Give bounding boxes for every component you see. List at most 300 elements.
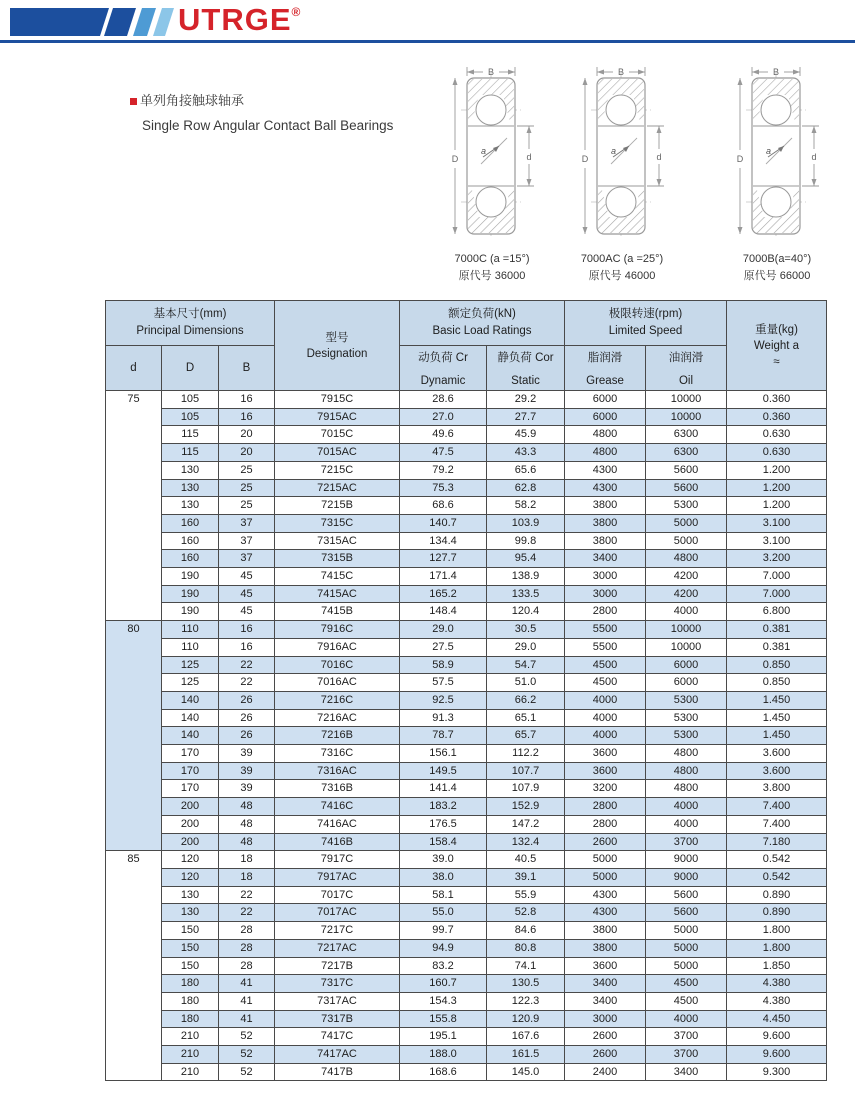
cell-static: 99.8 [487,532,565,550]
table-row [106,461,827,479]
bearing-figure-7000c [437,64,547,285]
cell-weight: 0.360 [727,408,827,426]
registered-mark: ® [291,5,302,19]
cell-D: 150 [162,922,219,940]
bearing-old-code: 原代号 36000 [458,270,526,282]
cell-weight: 4.450 [727,1010,827,1028]
section-title-block [130,92,393,135]
cell-static: 161.5 [487,1046,565,1064]
cell-oil: 4200 [646,568,727,586]
table-row [106,886,827,904]
cell-designation: 7415B [275,603,400,621]
cell-static: 167.6 [487,1028,565,1046]
cell-static: 112.2 [487,745,565,763]
section-title-en: Single Row Angular Contact Ball Bearings [142,118,394,133]
header-load-en: Basic Load Ratings [432,325,532,337]
svg-text:d: d [656,152,662,162]
cell-weight: 1.850 [727,957,827,975]
cell-D: 200 [162,798,219,816]
cell-B: 22 [219,886,275,904]
cell-D: 120 [162,851,219,869]
table-row [106,939,827,957]
cell-static: 120.4 [487,603,565,621]
cell-grease: 3800 [565,939,646,957]
cell-oil: 6000 [646,674,727,692]
table-row [106,922,827,940]
cell-B: 16 [219,621,275,639]
cell-B: 41 [219,1010,275,1028]
cell-designation: 7216C [275,691,400,709]
cell-d-group: 75 [106,391,162,621]
cell-weight: 1.450 [727,709,827,727]
cell-dynamic: 75.3 [400,479,487,497]
cell-D: 125 [162,674,219,692]
cell-dynamic: 39.0 [400,851,487,869]
cell-D: 170 [162,780,219,798]
cell-B: 48 [219,815,275,833]
table-row [106,1010,827,1028]
cell-dynamic: 28.6 [400,391,487,409]
cell-static: 65.6 [487,461,565,479]
cell-static: 51.0 [487,674,565,692]
cell-oil: 10000 [646,638,727,656]
table-row [106,780,827,798]
cell-oil: 9000 [646,868,727,886]
cell-oil: 3400 [646,1063,727,1081]
cell-oil: 5000 [646,514,727,532]
table-row [106,851,827,869]
svg-text:d: d [811,152,817,162]
svg-text:B: B [617,67,625,77]
cell-designation: 7916AC [275,638,400,656]
cell-dynamic: 55.0 [400,904,487,922]
cell-weight: 3.100 [727,514,827,532]
table-row [106,798,827,816]
bearing-drawing-slot [722,64,832,247]
cell-dynamic: 183.2 [400,798,487,816]
cell-dynamic: 127.7 [400,550,487,568]
cell-static: 40.5 [487,851,565,869]
cell-D: 210 [162,1028,219,1046]
cell-D: 140 [162,709,219,727]
cell-D: 190 [162,603,219,621]
cell-D: 115 [162,426,219,444]
cell-B: 20 [219,444,275,462]
cell-designation: 7417AC [275,1046,400,1064]
table-row [106,868,827,886]
cell-static: 43.3 [487,444,565,462]
cell-oil: 6300 [646,444,727,462]
cell-grease: 3400 [565,550,646,568]
cell-static: 95.4 [487,550,565,568]
cell-static: 52.8 [487,904,565,922]
table-row [106,550,827,568]
cell-weight: 4.380 [727,992,827,1010]
cell-B: 26 [219,691,275,709]
cell-D: 110 [162,621,219,639]
cell-grease: 3800 [565,497,646,515]
spec-table [105,300,827,1081]
table-row [106,1028,827,1046]
table-row [106,621,827,639]
svg-text:a: a [481,146,487,156]
cell-B: 18 [219,851,275,869]
cell-dynamic: 140.7 [400,514,487,532]
cell-B: 45 [219,568,275,586]
cell-grease: 5500 [565,621,646,639]
cell-static: 138.9 [487,568,565,586]
bearing-caption: 7000AC (a =25°) [580,253,664,265]
cell-grease: 5000 [565,868,646,886]
brand-logo-stripes-icon [10,8,180,36]
table-row [106,479,827,497]
cell-designation: 7315AC [275,532,400,550]
cell-static: 74.1 [487,957,565,975]
cell-D: 130 [162,497,219,515]
table-row [106,426,827,444]
cell-static: 30.5 [487,621,565,639]
header-weight-approx: ≈ [773,355,780,368]
cell-B: 48 [219,833,275,851]
cell-B: 37 [219,514,275,532]
table-row [106,408,827,426]
header-load-ratings [400,301,565,346]
brand-header [0,0,855,40]
header-load-zh: 额定负荷(kN) [448,308,516,320]
cell-designation: 7915C [275,391,400,409]
cell-oil: 4000 [646,1010,727,1028]
cell-oil: 5300 [646,497,727,515]
cell-dynamic: 29.0 [400,621,487,639]
header-speed-en: Limited Speed [608,325,683,337]
header-col-dynamic: 动负荷 Cr Dynamic [400,346,487,391]
cell-oil: 3700 [646,1028,727,1046]
cell-designation: 7417C [275,1028,400,1046]
cell-B: 25 [219,461,275,479]
cell-dynamic: 141.4 [400,780,487,798]
cell-weight: 9.300 [727,1063,827,1081]
spec-table-wrap [105,300,827,1081]
header-designation-en: Designation [306,347,368,360]
cell-B: 26 [219,727,275,745]
cell-weight: 0.542 [727,868,827,886]
cell-weight: 1.200 [727,461,827,479]
cell-grease: 4300 [565,479,646,497]
cell-oil: 5300 [646,727,727,745]
cell-designation: 7016AC [275,674,400,692]
cell-designation: 7017C [275,886,400,904]
cell-oil: 5600 [646,461,727,479]
cell-oil: 4500 [646,992,727,1010]
cell-designation: 7916C [275,621,400,639]
cell-dynamic: 57.5 [400,674,487,692]
cell-oil: 3700 [646,1046,727,1064]
cell-D: 140 [162,727,219,745]
cell-D: 210 [162,1046,219,1064]
table-row [106,1063,827,1081]
svg-text:D: D [736,154,744,164]
table-row [106,957,827,975]
cell-D: 115 [162,444,219,462]
cell-designation: 7217AC [275,939,400,957]
cell-d-group: 80 [106,621,162,851]
cell-D: 180 [162,1010,219,1028]
cell-B: 52 [219,1046,275,1064]
cell-B: 22 [219,656,275,674]
cell-grease: 4300 [565,461,646,479]
cell-designation: 7317B [275,1010,400,1028]
cell-oil: 4800 [646,780,727,798]
header-col-D: D [162,346,219,391]
table-row [106,585,827,603]
cell-oil: 4800 [646,762,727,780]
cell-weight: 1.200 [727,479,827,497]
cell-dynamic: 38.0 [400,868,487,886]
cell-grease: 6000 [565,391,646,409]
cell-grease: 2600 [565,1046,646,1064]
cell-B: 39 [219,780,275,798]
cell-static: 84.6 [487,922,565,940]
cell-grease: 4800 [565,426,646,444]
cell-dynamic: 160.7 [400,975,487,993]
cell-grease: 6000 [565,408,646,426]
cell-static: 54.7 [487,656,565,674]
cell-dynamic: 171.4 [400,568,487,586]
cell-oil: 5000 [646,922,727,940]
cell-designation: 7416B [275,833,400,851]
cell-weight: 3.100 [727,532,827,550]
cell-B: 39 [219,762,275,780]
cell-weight: 1.800 [727,939,827,957]
cell-oil: 5600 [646,904,727,922]
cell-D: 130 [162,886,219,904]
cell-grease: 3000 [565,1010,646,1028]
cell-D: 180 [162,975,219,993]
cell-weight: 7.400 [727,798,827,816]
bearing-old-code: 原代号 46000 [588,270,656,282]
cell-weight: 0.542 [727,851,827,869]
cell-oil: 5300 [646,709,727,727]
table-row [106,444,827,462]
cell-D: 125 [162,656,219,674]
cell-weight: 0.381 [727,638,827,656]
cell-B: 16 [219,408,275,426]
cell-D: 105 [162,408,219,426]
bearing-figure-7000b [722,64,832,285]
cell-weight: 4.380 [727,975,827,993]
cell-B: 20 [219,426,275,444]
cell-D: 150 [162,957,219,975]
cell-designation: 7017AC [275,904,400,922]
cell-static: 107.9 [487,780,565,798]
cell-D: 200 [162,815,219,833]
cell-static: 29.0 [487,638,565,656]
cell-B: 52 [219,1028,275,1046]
cell-grease: 3400 [565,992,646,1010]
cell-oil: 10000 [646,391,727,409]
cell-static: 107.7 [487,762,565,780]
cell-weight: 0.360 [727,391,827,409]
cell-static: 120.9 [487,1010,565,1028]
cell-B: 37 [219,532,275,550]
bearing-old-code: 原代号 66000 [743,270,811,282]
cell-grease: 4300 [565,904,646,922]
cell-designation: 7416C [275,798,400,816]
cell-designation: 7316C [275,745,400,763]
cell-designation: 7317AC [275,992,400,1010]
spec-table-body [106,391,827,1081]
header-principal-zh: 基本尺寸(mm) [153,308,227,320]
cell-weight: 7.180 [727,833,827,851]
cell-grease: 2600 [565,833,646,851]
cell-grease: 5000 [565,851,646,869]
cell-oil: 5300 [646,691,727,709]
header-principal-en: Principal Dimensions [136,325,244,337]
svg-text:d: d [526,152,532,162]
table-row [106,709,827,727]
cell-B: 41 [219,992,275,1010]
cell-weight: 7.000 [727,568,827,586]
cell-dynamic: 168.6 [400,1063,487,1081]
table-row [106,514,827,532]
cell-dynamic: 149.5 [400,762,487,780]
cell-designation: 7417B [275,1063,400,1081]
cell-D: 160 [162,550,219,568]
cell-D: 170 [162,762,219,780]
cell-B: 45 [219,603,275,621]
cell-static: 27.7 [487,408,565,426]
svg-text:B: B [772,67,780,77]
cell-grease: 4000 [565,709,646,727]
cell-dynamic: 68.6 [400,497,487,515]
cell-grease: 3800 [565,532,646,550]
table-row [106,691,827,709]
cell-designation: 7415AC [275,585,400,603]
cell-static: 29.2 [487,391,565,409]
table-row [106,1046,827,1064]
cell-grease: 2800 [565,603,646,621]
cell-B: 28 [219,957,275,975]
table-row [106,745,827,763]
cell-D: 210 [162,1063,219,1081]
cell-dynamic: 158.4 [400,833,487,851]
cell-weight: 7.000 [727,585,827,603]
cell-dynamic: 99.7 [400,922,487,940]
header-rule [0,40,855,43]
cell-grease: 3600 [565,762,646,780]
cell-dynamic: 94.9 [400,939,487,957]
cell-oil: 4500 [646,975,727,993]
cell-static: 132.4 [487,833,565,851]
svg-text:a: a [611,146,617,156]
cell-grease: 3800 [565,514,646,532]
cell-designation: 7215AC [275,479,400,497]
table-row [106,603,827,621]
cell-grease: 3200 [565,780,646,798]
cell-grease: 4000 [565,727,646,745]
section-title-zh-text: 单列角接触球轴承 [140,93,245,108]
svg-text:a: a [766,146,772,156]
svg-text:B: B [487,67,495,77]
cell-D: 150 [162,939,219,957]
cell-designation: 7316B [275,780,400,798]
header-speed-zh: 极限转速(rpm) [608,308,683,320]
cell-grease: 5500 [565,638,646,656]
cell-dynamic: 165.2 [400,585,487,603]
cell-oil: 3700 [646,833,727,851]
cell-oil: 9000 [646,851,727,869]
bearing-drawing-slot [437,64,547,247]
cell-weight: 9.600 [727,1046,827,1064]
cell-B: 26 [219,709,275,727]
cell-static: 58.2 [487,497,565,515]
cell-d-group: 85 [106,851,162,1081]
cell-designation: 7915AC [275,408,400,426]
cell-D: 170 [162,745,219,763]
cell-grease: 2800 [565,815,646,833]
cell-oil: 4800 [646,550,727,568]
cell-weight: 1.800 [727,922,827,940]
cell-designation: 7016C [275,656,400,674]
section-title-zh [130,92,393,110]
cell-static: 133.5 [487,585,565,603]
table-row [106,656,827,674]
cell-grease: 4800 [565,444,646,462]
cell-weight: 1.450 [727,691,827,709]
cell-designation: 7216AC [275,709,400,727]
cell-weight: 0.890 [727,886,827,904]
cell-designation: 7917C [275,851,400,869]
cell-B: 18 [219,868,275,886]
cell-designation: 7217C [275,922,400,940]
cell-B: 45 [219,585,275,603]
cell-designation: 7216B [275,727,400,745]
cell-B: 16 [219,638,275,656]
cell-static: 55.9 [487,886,565,904]
cell-B: 22 [219,674,275,692]
cell-dynamic: 58.1 [400,886,487,904]
cell-D: 200 [162,833,219,851]
cell-weight: 0.850 [727,656,827,674]
cell-dynamic: 83.2 [400,957,487,975]
cell-weight: 0.630 [727,426,827,444]
bearing-drawing-slot [567,64,677,247]
cell-D: 190 [162,568,219,586]
bearing-cross-section-drawing [567,64,677,242]
cell-oil: 4800 [646,745,727,763]
cell-weight: 0.630 [727,444,827,462]
cell-designation: 7015AC [275,444,400,462]
cell-static: 39.1 [487,868,565,886]
table-row [106,762,827,780]
svg-text:D: D [581,154,589,164]
cell-weight: 9.600 [727,1028,827,1046]
cell-oil: 6300 [646,426,727,444]
cell-dynamic: 27.0 [400,408,487,426]
table-row [106,833,827,851]
cell-D: 130 [162,479,219,497]
cell-static: 65.1 [487,709,565,727]
cell-dynamic: 49.6 [400,426,487,444]
cell-designation: 7317C [275,975,400,993]
cell-grease: 3400 [565,975,646,993]
cell-dynamic: 195.1 [400,1028,487,1046]
cell-oil: 4000 [646,603,727,621]
header-col-B: B [219,346,275,391]
cell-grease: 4300 [565,886,646,904]
header-principal-dimensions [106,301,275,346]
brand-logo-text: UTRGE® [178,2,302,37]
